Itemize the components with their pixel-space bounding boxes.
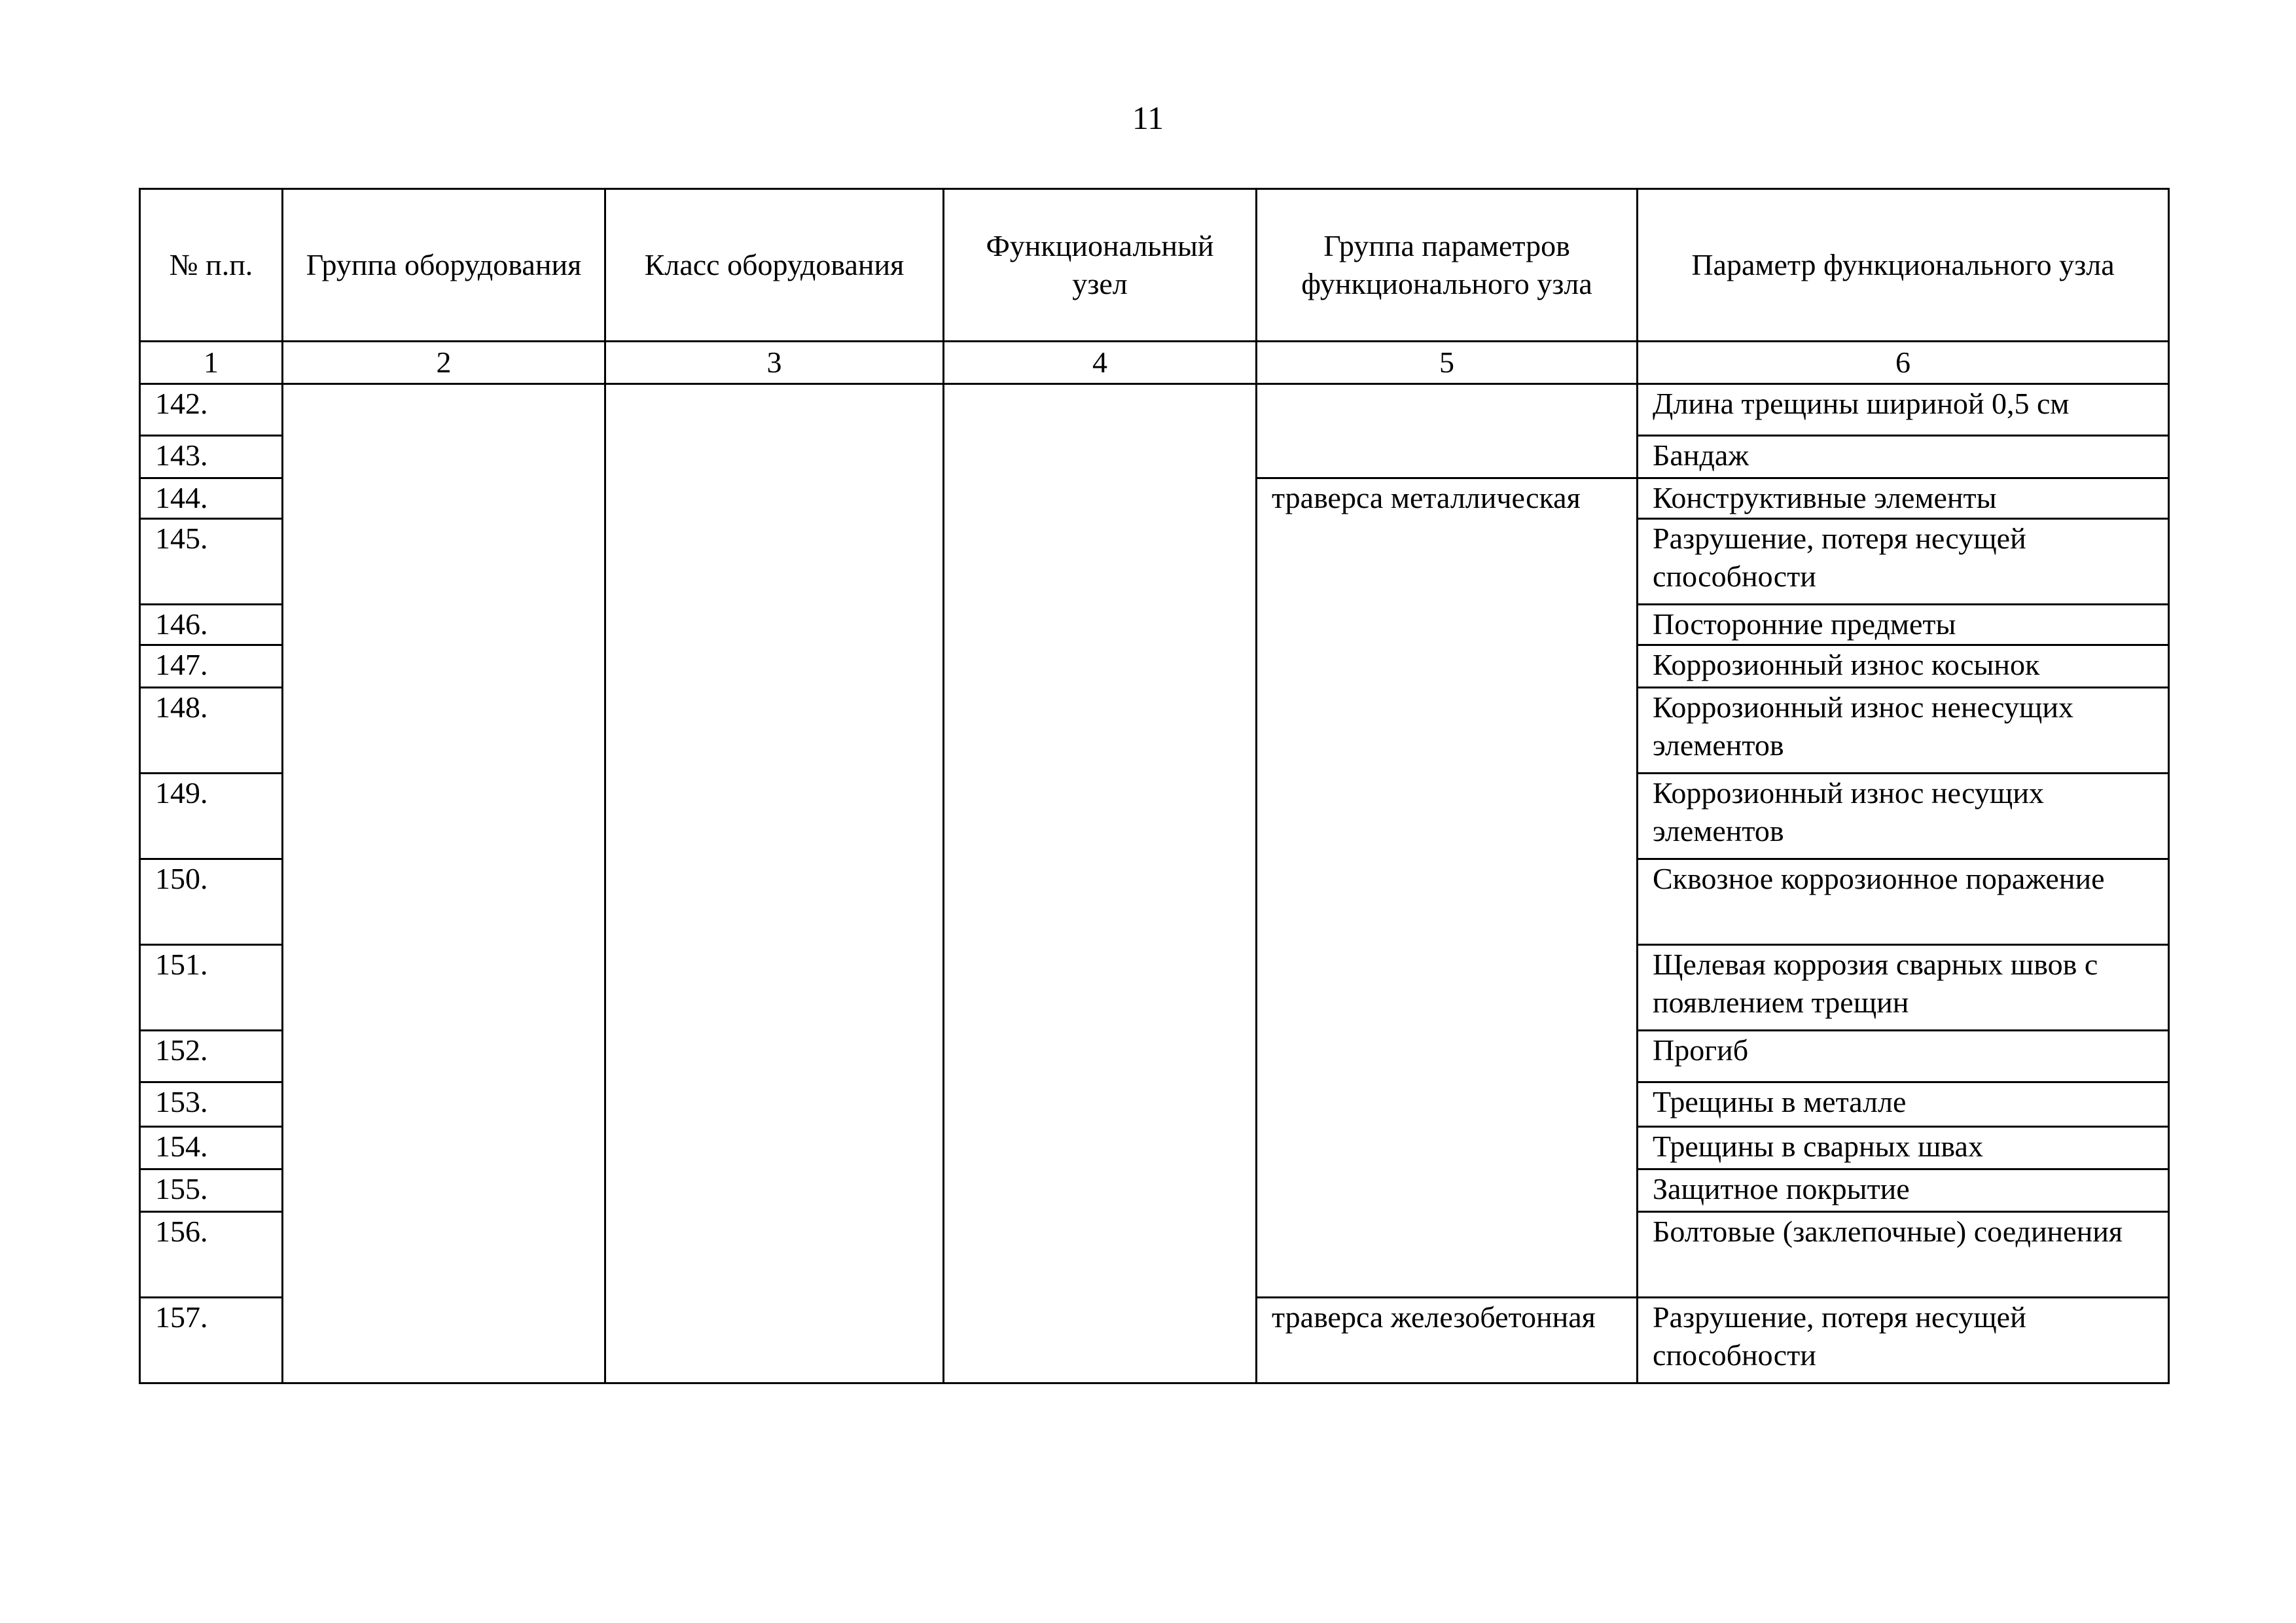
row-number: 153.: [140, 1082, 283, 1127]
column-index: 4: [944, 342, 1257, 384]
parameter-cell: Трещины в металле: [1638, 1082, 2169, 1127]
parameter-cell: Щелевая коррозия сварных швов с появлением трещин: [1638, 945, 2169, 1031]
row-number: 149.: [140, 774, 283, 859]
parameter-cell: Коррозионный износ ненесущих элементов: [1638, 688, 2169, 774]
row-number: 156.: [140, 1212, 283, 1298]
column-index: 3: [605, 342, 944, 384]
row-number: 154.: [140, 1127, 283, 1169]
row-number: 150.: [140, 859, 283, 945]
parameter-cell: Разрушение, потеря несущей способности: [1638, 1298, 2169, 1383]
row-number: 147.: [140, 645, 283, 688]
header-number: № п.п.: [140, 189, 283, 342]
functional-unit-cell: [944, 384, 1257, 1383]
parameter-cell: Защитное покрытие: [1638, 1169, 2169, 1212]
equipment-group-cell: [283, 384, 605, 1383]
row-number: 157.: [140, 1298, 283, 1383]
row-number: 151.: [140, 945, 283, 1031]
header-parameter-group: Группа параметров функционального узла: [1257, 189, 1638, 342]
table-header-row: [140, 189, 2169, 342]
header-functional-unit: Функциональный узел: [944, 189, 1257, 342]
parameter-group-metal-traverse: траверса металлическая: [1257, 478, 1638, 1298]
row-number: 144.: [140, 478, 283, 519]
parameter-cell: Прогиб: [1638, 1031, 2169, 1082]
equipment-class-cell: [605, 384, 944, 1383]
table-row: [140, 384, 2169, 436]
header-parameter: Параметр функционального узла: [1638, 189, 2169, 342]
row-number: 145.: [140, 519, 283, 605]
parameter-cell: Болтовые (заклепочные) соединения: [1638, 1212, 2169, 1298]
row-number: 142.: [140, 384, 283, 436]
row-number: 152.: [140, 1031, 283, 1082]
parameter-cell: Бандаж: [1638, 436, 2169, 478]
parameter-group-concrete-traverse: траверса железобетонная: [1257, 1298, 1638, 1383]
parameter-cell: Сквозное коррозионное поражение: [1638, 859, 2169, 945]
parameter-cell: Коррозионный износ несущих элементов: [1638, 774, 2169, 859]
parameter-cell: Конструктивные элементы: [1638, 478, 2169, 519]
parameter-cell: Коррозионный износ косынок: [1638, 645, 2169, 688]
page-number: 11: [1132, 99, 1164, 136]
equipment-parameters-table: [139, 188, 2170, 1384]
row-number: 148.: [140, 688, 283, 774]
parameter-group-cell: [1257, 384, 1638, 478]
parameter-cell: Длина трещины шириной 0,5 см: [1638, 384, 2169, 436]
parameter-cell: Посторонние предметы: [1638, 605, 2169, 645]
header-equipment-class: Класс оборудования: [605, 189, 944, 342]
row-number: 155.: [140, 1169, 283, 1212]
parameter-cell: Трещины в сварных швах: [1638, 1127, 2169, 1169]
column-index: 6: [1638, 342, 2169, 384]
header-equipment-group: Группа оборудования: [283, 189, 605, 342]
column-index: 1: [140, 342, 283, 384]
row-number: 146.: [140, 605, 283, 645]
column-index-row: [140, 342, 2169, 384]
column-index: 5: [1257, 342, 1638, 384]
row-number: 143.: [140, 436, 283, 478]
parameter-cell: Разрушение, потеря несущей способности: [1638, 519, 2169, 605]
column-index: 2: [283, 342, 605, 384]
